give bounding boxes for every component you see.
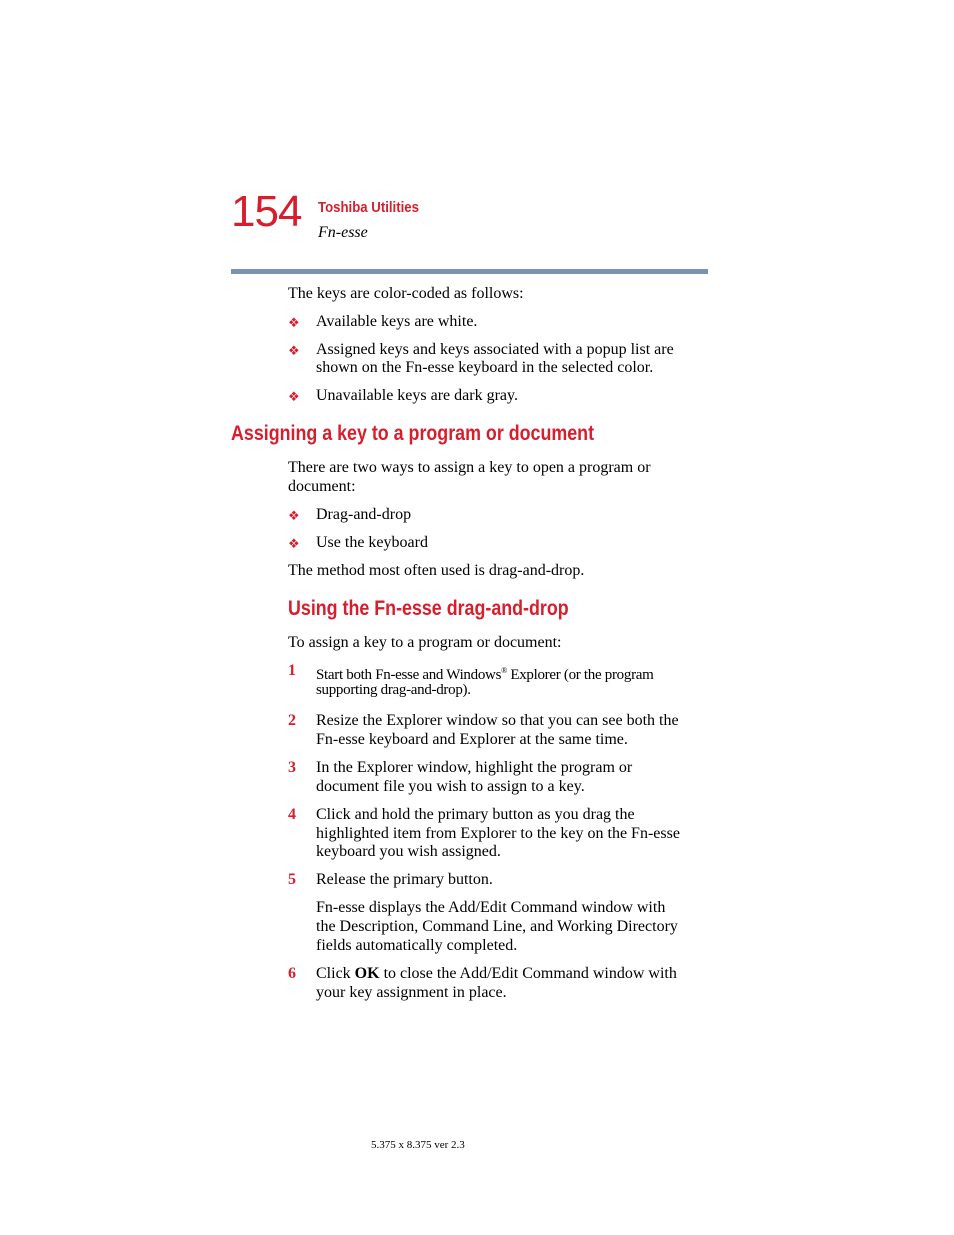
subsection-heading: Using the Fn-esse drag-and-drop	[288, 597, 569, 620]
step-text: Resize the Explorer window so that you can see both the	[316, 712, 679, 729]
step-text-part: Start both Fn-esse and Windows	[316, 667, 502, 683]
step-number: 6	[288, 965, 296, 982]
list-item: Assigned keys and keys associated with a popup list are	[316, 341, 674, 358]
footer-version: 5.375 x 8.375 ver 2.3	[371, 1139, 465, 1151]
section-heading: Assigning a key to a program or document	[231, 422, 595, 445]
bullet-icon: ❖	[288, 315, 300, 330]
step-text: keyboard you wish assigned.	[316, 843, 501, 860]
step-text-part: to close the Add/Edit Command window with	[379, 965, 677, 982]
bullet-icon: ❖	[288, 389, 300, 404]
paragraph: To assign a key to a program or document:	[288, 634, 562, 651]
step-text	[316, 964, 677, 983]
step-text: Click and hold the primary button as you drag the	[316, 806, 635, 823]
paragraph: There are two ways to assign a key to open a program or	[288, 459, 651, 476]
step-text-part: Explorer (or the program	[506, 667, 654, 683]
list-item: shown on the Fn-esse keyboard in the selected color.	[316, 359, 654, 376]
step-note: the Description, Command Line, and Working Directory	[316, 918, 678, 935]
page-number: 154	[231, 187, 302, 236]
step-text: Release the primary button.	[316, 871, 493, 888]
bullet-icon: ❖	[288, 343, 300, 358]
step-note: fields automatically completed.	[316, 937, 518, 954]
step-number: 3	[288, 759, 296, 776]
header-rule	[231, 269, 708, 274]
step-note: Fn-esse displays the Add/Edit Command window with	[316, 899, 666, 916]
step-text: In the Explorer window, highlight the program or	[316, 759, 633, 776]
step-text: your key assignment in place.	[316, 984, 507, 1001]
step-number: 5	[288, 871, 296, 888]
step-text: Fn-esse keyboard and Explorer at the same time.	[316, 731, 628, 748]
step-text: supporting drag-and-drop).	[316, 682, 471, 698]
intro-text: The keys are color-coded as follows:	[288, 285, 524, 302]
bullet-icon: ❖	[288, 508, 300, 523]
step-number: 1	[288, 662, 296, 679]
ok-label: OK	[354, 965, 380, 982]
list-item: Use the keyboard	[316, 534, 428, 551]
list-item: Drag-and-drop	[316, 506, 412, 523]
paragraph: document:	[288, 478, 356, 495]
chapter-title: Toshiba Utilities	[318, 199, 419, 216]
section-title: Fn-esse	[318, 224, 368, 241]
step-number: 2	[288, 712, 296, 729]
registered-mark: ®	[501, 666, 507, 675]
bullet-icon: ❖	[288, 536, 300, 551]
step-text: highlighted item from Explorer to the key on the Fn-esse	[316, 825, 680, 842]
step-text: document file you wish to assign to a key.	[316, 778, 585, 795]
step-number: 4	[288, 806, 296, 823]
list-item: Unavailable keys are dark gray.	[316, 387, 518, 404]
step-text-part: Click	[316, 965, 355, 982]
paragraph: The method most often used is drag-and-drop.	[288, 562, 585, 579]
list-item: Available keys are white.	[316, 313, 478, 330]
